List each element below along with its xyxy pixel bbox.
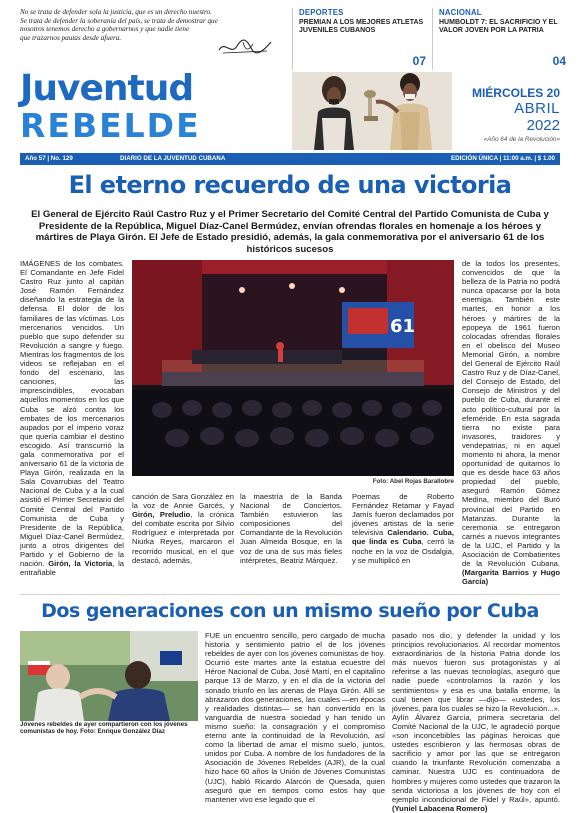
promo-text: PREMIAN A LOS MEJORES ATLETAS JUVENILES CUBANOS	[299, 19, 424, 35]
article-column	[132, 492, 234, 588]
main-deck: El General de Ejército Raúl Castro Ruz y el Primer Secretario del Comité Central del Partido Comunista de Cuba y Presidente de la República, Miguel Díaz-Canel Bermúdez, envían ofrendas florales en homenaje a los héroes y mártires de Playa Girón. El Jefe de Estado presidió, además, la gala conmemorativa por el aniversario 61 de los históricos sucesos	[31, 209, 549, 255]
column-text: de la todos los presentes, convencidos de que la belleza de la Patria no podrá nunca opacarse por la bota enemiga. También este martes, en honor a los héroes y mártires de la epopeya de 1961 fueron colocadas ofrendas florales en el obelisco del Museo Memorial Girón, a nombre del General de Ejército Raúl Castro Ruz y de Díaz-Canel, del Consejo de Estado, del Consejo de Ministros y del pueblo de Cuba, durante el acto político-cultural por la efeméride. En esta sagrada tierra no existe para invasores, traidores y vendepatrias, ni en aquel momento ni ahora, la menor oportunidad de quitarnos lo que es desde hace 63 años propiedad del pueblo, aseguró Ramón Gómez Medina, miembro del Buró provincial del Partido en Matanzas. Durante la ceremonia se entregaron carnés a nuevos integrantes de la UJC, el Partido y la Asociación de Combatientes de la Revolución Cubana.	[462, 259, 560, 569]
column-text: la maestría de la Banda Nacional de Conciertos. También estuvieron las composiciones del Comandante de la Revolución Juan Almeida Bosque, en la voz de una de sus más fieles intérpretes, Beatriz Márquez.	[240, 492, 342, 565]
issue-number: Año 57 | No. 129	[25, 155, 73, 162]
quote-line: Se trata de defender la soberanía del país, se trata de demostrar que	[20, 16, 218, 25]
column-text: canción de Sara González en la voz de Annie Garcés, y	[132, 492, 234, 511]
promo-deportes-link[interactable]	[292, 8, 432, 70]
main-headline: El eterno recuerdo de una victoria	[68, 171, 512, 199]
column-text: FUE un encuentro sencillo, pero cargado de mucha historia y sentimiento patrio el de los jóvenes rebeldes de ayer con los jóvenes comunistas de hoy. Ocurrió este martes ante la estatua ecuestre del Héroe Nacional de Cuba, José Martí, en el capitalino parque 13 de Marzo, y en el día de la victoria del sonado triunfo en las arenas de Playa Girón. Allí se abrazaron dos generaciones, las cuales —en épocas y realidades distintas— se han convertido en la vanguardia de nuestra sociedad y han tenido un mismo sueño: la consagración y el compromiso eterno ante la continuidad de la Revolución, así como la libertad de amar el mismo suelo, juntos, unidos por Cuba. A nombre de los fundadores de la Asociación de Jóvenes Rebeldes (AJR), de la cual hizo hace 60 años la Unión de Jóvenes Comunistas (UJC), habló Ricardo Alarcón de Quesada, quien aseguró que en tiempos como estos hay que mantener vivo ese legado que el	[205, 631, 385, 804]
article-column	[20, 259, 124, 578]
issue-date	[450, 86, 560, 143]
promo-text: HUMBOLDT 7: EL SACRIFICIO Y EL VALOR JOVEN POR LA PATRIA	[439, 19, 558, 35]
main-photo-gala	[132, 260, 454, 476]
article-column	[392, 631, 561, 813]
masthead-logo-line1: Juventud	[20, 68, 194, 109]
secondary-photo-generations	[20, 631, 198, 721]
column-text: , la entrañable	[20, 559, 124, 578]
date-month: ABRIL	[514, 100, 560, 117]
column-text: pasado nos dio, y defender la unidad y los principios revolucionarios. Al recordar momentos extraordinarios de la historia Patria donde los más nuevos fueron sus protagonistas y al referirse a las nuevas tecnologías, aseguró que nadie puede «controlarnos la razón y los sentimientos» y esa es una batalla enorme, la cual tienen que librar —dijo— «ustedes, los jóvenes, para los cuales se hizo la Revolución...». Aylín Álvarez García, primera secretaria del Comité Nacional de la UJC, le agradeció porque «son inconcebibles las páginas heroicas que ustedes escribieron y las hermosas obras de sacrificio y amor por las que se entregaron cuando la triunfante Revolución comenzaba a caminar. Nuestra UJC es continuadora de hombres y mujeres como ustedes que trazaron la senda victoriosa a los jóvenes de hoy con el ejemplo incondicional de Fidel y Raúl», apuntó.	[392, 631, 561, 804]
section-divider	[20, 594, 560, 595]
column-text: IMÁGENES de los combates. El Comandante en Jefe Fidel Castro Ruz junto al capitán José Ramón Fernández diseñando la estrategia de la defensa. El dolor de los familiares de las víctimas. Los mercenarios vencidos. Un pueblo que supo defender su Revolución a sangre y fuego. Mientras los fragmentos de los videos se reflejaban en el fondo del escenario, las canciones, las imprescindibles, evocaban aquellos momentos en los que Cuba se alzó contra los embates de los mercenarios aupados por el imperio voraz que quería cambiar el destino escogido. Así transcurrió la gala conmemorativa por el aniversario 61 de la victoria de Playa Girón, realizada en la Sala Covarrubias del Teatro Nacional de Cuba y a la cual asistió el Primer Secretario del Comité Central del Partido Comunista de Cuba y Presidente de la República, Miguel Díaz-Canel Bermúdez, junto a otros dirigentes del Partido y el Gobierno de la nación.	[20, 259, 124, 569]
svg-text:61: 61	[390, 316, 416, 337]
column-text: , la crónica del combate escrita por Silvio Rodríguez e interpretada por Niurka Reyes, marcaron el recorrido musical, en el que destacó, además,	[132, 510, 234, 565]
edition-info: EDICIÓN ÚNICA | 11:00 a.m. | $ 1.00	[451, 155, 555, 162]
article-column	[462, 259, 560, 589]
signature-image	[215, 36, 275, 58]
quote-line: que trazarnos pautas desde afuera.	[20, 33, 122, 42]
promo-page-number: 04	[552, 54, 566, 68]
quote-line: nosotros tenemos derecho a gobernarnos y que nadie tiene	[20, 25, 190, 34]
masthead-info-strip	[20, 153, 560, 165]
quote-line: No se trata de defender sola la justicia, que es un derecho nuestro.	[20, 8, 212, 16]
promo-kicker: DEPORTES	[299, 8, 344, 17]
column-text-bold: Girón, Preludio	[132, 510, 191, 520]
article-column	[205, 631, 385, 804]
secondary-headline: Dos generaciones con un mismo sueño por Cuba	[41, 600, 539, 622]
paper-tagline: DIARIO DE LA JUVENTUD CUBANA	[120, 155, 226, 162]
article-column	[352, 492, 454, 588]
promo-nacional-link[interactable]	[432, 8, 572, 70]
masthead-logo-line2: REBELDE	[20, 106, 201, 145]
byline: (Margarita Barrios y Hugo García)	[462, 568, 560, 587]
date-weekday: MIÉRCOLES 20	[471, 86, 560, 100]
article-column	[240, 492, 342, 588]
photo-caption: Jóvenes rebeldes de ayer compartieron con los jóvenes comunistas de hoy. Foto: Enrique González Díaz	[20, 721, 188, 736]
byline: (Yuniel Labacena Romero)	[392, 803, 488, 813]
date-year: 2022	[526, 117, 560, 134]
date-note: «Año 64 de la Revolución»	[483, 136, 560, 143]
column-text-bold: Calendario. Cuba, que linda es Cuba	[352, 528, 454, 547]
column-text: , cerró la noche en la voz de Osdalgia, y se multiplicó en	[352, 537, 454, 565]
promo-page-number: 07	[412, 54, 426, 68]
column-text: Poemas de Roberto Fernández Retamar y Fayad Jamís fueron declamados por jóvenes artistas de la serie televisiva	[352, 492, 454, 538]
photo-credit: Foto: Abel Rojas Barallobre	[372, 478, 454, 485]
hero-photo-award	[292, 72, 452, 150]
promo-kicker: NACIONAL	[439, 8, 482, 17]
column-text-bold: Girón, la Victoria	[48, 559, 113, 569]
